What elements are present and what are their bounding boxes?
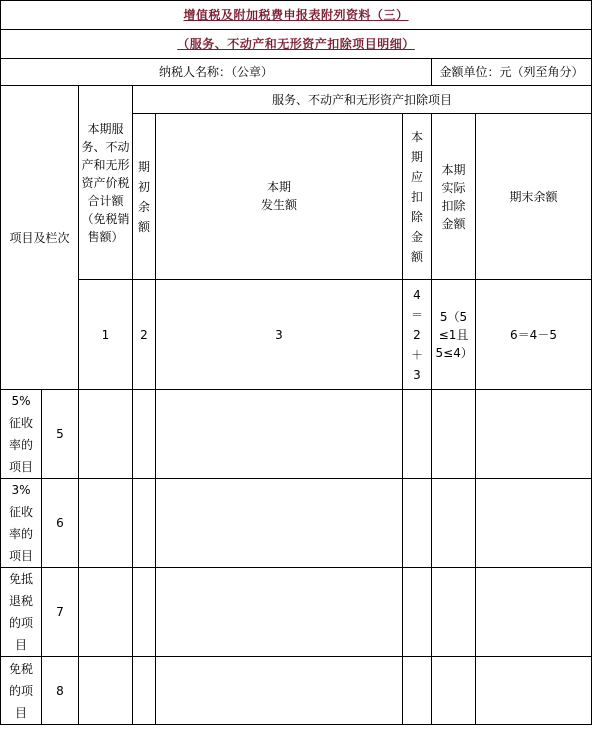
cell-actual-deducted[interactable] xyxy=(432,657,476,725)
table-row xyxy=(1,568,592,657)
amount-unit-label: 金额单位：元（列至角分） xyxy=(439,65,584,79)
cell-current-amount[interactable] xyxy=(156,390,403,479)
cell-current-amount[interactable] xyxy=(156,568,403,657)
column-number-1: 1 xyxy=(79,280,133,390)
deduction-group-header: 服务、不动产和无形资产扣除项目 xyxy=(133,86,592,114)
form-title: 增值税及附加税费申报表附列资料（三） xyxy=(183,8,409,22)
form-subtitle-cell xyxy=(1,30,592,59)
cell-sales-total[interactable] xyxy=(79,568,133,657)
cell-opening-balance[interactable] xyxy=(133,568,156,657)
row-line-number: 6 xyxy=(42,479,79,568)
cell-opening-balance[interactable] xyxy=(133,657,156,725)
row-label: 免抵退税的项目 xyxy=(1,568,42,657)
form-subtitle: （服务、不动产和无形资产扣除项目明细） xyxy=(177,37,415,51)
row-label: 3%征收率的项目 xyxy=(1,479,42,568)
table-row xyxy=(1,390,592,479)
form-title-cell xyxy=(1,1,592,30)
sales-total-header: 本期服务、不动产和无形资产价税合计额（免税销售额） xyxy=(79,86,133,280)
column-number-6: 6＝4－5 xyxy=(476,280,592,390)
row-label: 5%征收率的项目 xyxy=(1,390,42,479)
deductible-amount-header: 本期应扣除金额 xyxy=(403,114,432,280)
cell-actual-deducted[interactable] xyxy=(432,479,476,568)
cell-deductible[interactable] xyxy=(403,568,432,657)
cell-closing-balance[interactable] xyxy=(476,479,592,568)
cell-opening-balance[interactable] xyxy=(133,479,156,568)
cell-closing-balance[interactable] xyxy=(476,568,592,657)
cell-sales-total[interactable] xyxy=(79,390,133,479)
cell-opening-balance[interactable] xyxy=(133,390,156,479)
cell-sales-total[interactable] xyxy=(79,657,133,725)
taxpayer-name-label: 纳税人名称：（公章） xyxy=(158,65,273,79)
row-line-number: 7 xyxy=(42,568,79,657)
cell-closing-balance[interactable] xyxy=(476,390,592,479)
cell-actual-deducted[interactable] xyxy=(432,390,476,479)
cell-deductible[interactable] xyxy=(403,390,432,479)
column-number-5: 5（5≤1且5≤4） xyxy=(432,280,476,390)
amount-unit-cell xyxy=(432,59,592,86)
taxpayer-name-cell xyxy=(1,59,432,86)
row-line-number: 5 xyxy=(42,390,79,479)
column-number-3: 3 xyxy=(156,280,403,390)
table-row xyxy=(1,479,592,568)
column-number-4: 4＝2＋3 xyxy=(403,280,432,390)
cell-deductible[interactable] xyxy=(403,657,432,725)
row-line-number: 8 xyxy=(42,657,79,725)
cell-current-amount[interactable] xyxy=(156,479,403,568)
table-row xyxy=(1,657,592,725)
cell-current-amount[interactable] xyxy=(156,657,403,725)
cell-deductible[interactable] xyxy=(403,479,432,568)
item-and-column-header: 项目及栏次 xyxy=(1,86,79,390)
actual-deducted-header: 本期实际扣除金额 xyxy=(432,114,476,280)
cell-actual-deducted[interactable] xyxy=(432,568,476,657)
row-label: 免税的项目 xyxy=(1,657,42,725)
closing-balance-header: 期末余额 xyxy=(476,114,592,280)
current-amount-header: 本期 发生额 xyxy=(156,114,403,280)
opening-balance-header: 期初余额 xyxy=(133,114,156,280)
cell-sales-total[interactable] xyxy=(79,479,133,568)
cell-closing-balance[interactable] xyxy=(476,657,592,725)
column-number-2: 2 xyxy=(133,280,156,390)
